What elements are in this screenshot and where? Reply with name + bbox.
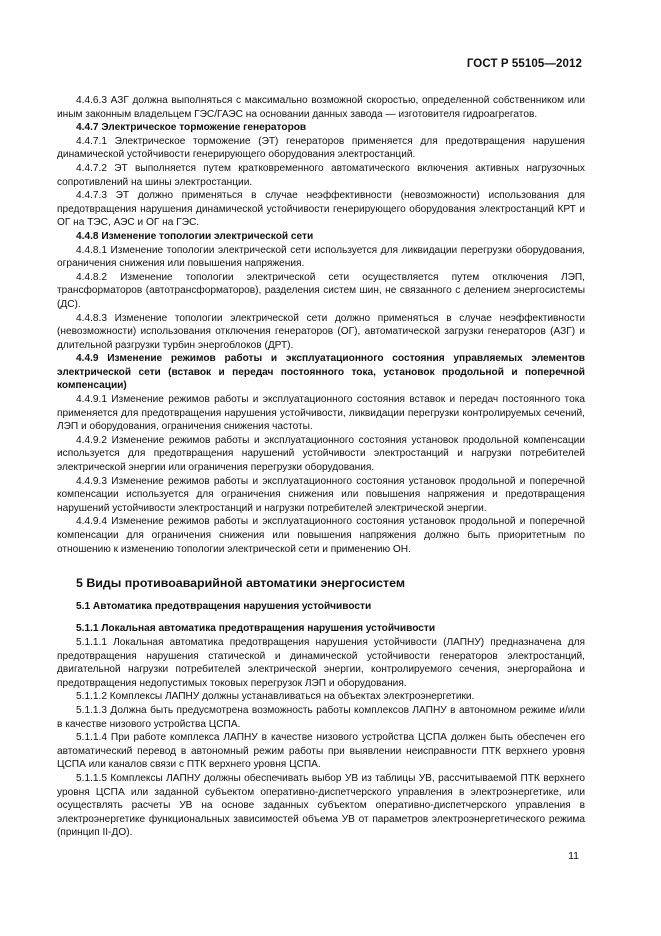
clause-heading: 4.4.8 Изменение топологии электрической сети [76,230,314,242]
clauses-5-1-1 [57,636,585,840]
clause-paragraph: 5.1.1.4 При работе комплекса ЛАПНУ в качестве низового устройства ЦСПА должен быть обеспечен его автоматический перевод в автономный режим работы при выявлении неисправности ПТК верхнего уровня ЦСПА или каналов связи с ПТК верхнего уровня ЦСПА. [57,732,585,771]
page-body [57,94,585,840]
clause-paragraph: 5.1.1.3 Должна быть предусмотрена возможность работы комплексов ЛАПНУ в автономном режиме и/или в качестве низового устройства ЦСПА. [57,704,585,730]
clause-paragraph: 4.4.8.1 Изменение топологии электрической сети используется для ликвидации перегрузки оборудования, ограничения снижения или повышения напряжения. [57,244,585,270]
clause-paragraph: 5.1.1.1 Локальная автоматика предотвращения нарушения устойчивости (ЛАПНУ) предназначена для предотвращения нарушения статической и динамической устойчивости генераторов электростанций, двигательной нагрузки потребителей электрической энергии, контролируемого сечения, энергорайона и предотвращения недопустимых токовых перегрузок ЛЭП и оборудования. [57,636,585,689]
clause-paragraph: 5.1.1.5 Комплексы ЛАПНУ должны обеспечивать выбор УВ из таблицы УВ, рассчитываемой ПТК верхнего уровня ЦСПА или заданной субъектом оперативно-диспетчерского управления в электроэнергетике, или осуществлять расчеты УВ на основе заданных субъектом оперативно-диспетчерского управления в электроэнергетике функциональных зависимостей объема УВ от параметров электроэнергетического режима (принцип II-ДО). [57,772,585,839]
clause-paragraph: 4.4.9.1 Изменение режимов работы и эксплуатационного состояния вставок и передач постоянного тока применяется для предотвращения нарушения устойчивости, ликвидации перегрузки контролируемых сечений, ЛЭП и оборудования, ограничения снижения частоты. [57,394,585,433]
clause-paragraph: 4.4.8.2 Изменение топологии электрической сети осуществляется путем отключения ЛЭП, трансформаторов (автотрансформаторов), разделения систем шин, не связанного с делением энергосистемы (ДС). [57,271,585,310]
clause-paragraph: 4.4.9.2 Изменение режимов работы и эксплуатационного состояния установок продольной компенсации используется для предотвращения нарушений устойчивости электростанций и нагрузки потребителей электрической энергии или ограничения перегрузки оборудования. [57,434,585,474]
clause-paragraph: 4.4.7.2 ЭТ выполняется путем кратковременного автоматического включения активных нагрузочных сопротивлений на шины электростанции. [57,162,585,188]
section-5-1-1-heading: 5.1.1 Локальная автоматика предотвращения нарушения устойчивости [76,623,436,635]
clause-paragraph: 4.4.6.3 АЗГ должна выполняться с максимально возможной скоростью, определенной собственником или иным законным владельцем ГЭС/ГАЭС на основании данных завода — изготовителя гидроагрегатов. [57,95,585,120]
clause-heading: 4.4.7 Электрическое торможение генераторов [76,122,307,134]
page-number: 11 [568,850,579,862]
clauses-4-4 [57,94,585,556]
clause-paragraph: 5.1.1.2 Комплексы ЛАПНУ должны устанавливаться на объектах электроэнергетики. [76,691,475,703]
clause-paragraph: 4.4.7.3 ЭТ должно применяться в случае неэффективности (невозможности) использования для предотвращения нарушения динамической устойчивости генерирующего оборудования электростанций КРТ и ОГ на ТЭС, АЭС и ОГ на ГЭС. [57,190,585,229]
clause-paragraph: 4.4.7.1 Электрическое торможение (ЭТ) генераторов применяется для предотвращения нарушения динамической устойчивости генерирующего оборудования электростанций. [57,135,585,161]
clause-paragraph: 4.4.9.3 Изменение режимов работы и эксплуатационного состояния установок продольной и поперечной компенсации используется для ограничения снижения или повышения напряжения и предотвращения нарушений устойчивости электростанций и нагрузки потребителей электрической энергии. [57,475,585,514]
document-header: ГОСТ Р 55105—2012 [466,58,582,70]
clause-heading: 4.4.9 Изменение режимов работы и эксплуатационного состояния управляемых элементов электрической сети (вставок и передач постоянного тока, установок продольной и поперечной компенсации) [57,353,585,392]
section-5-heading: 5 Виды противоаварийной автоматики энергосистем [76,576,406,591]
clause-paragraph: 4.4.8.3 Изменение топологии электрической сети должно применяться в случае неэффективности (невозможности) использования отключения генераторов (ОГ), автоматической загрузки генераторов (АЗГ) и длительной разгрузки турбин энергоблоков (ДРТ). [57,312,585,351]
clause-paragraph: 4.4.9.4 Изменение режимов работы и эксплуатационного состояния установок продольной и поперечной компенсации для ограничения снижения или повышения напряжения должно быть приоритетным по отношению к изменению топологии электрической сети и применению ОН. [57,516,585,555]
section-5-1-heading: 5.1 Автоматика предотвращения нарушения устойчивости [76,600,372,612]
